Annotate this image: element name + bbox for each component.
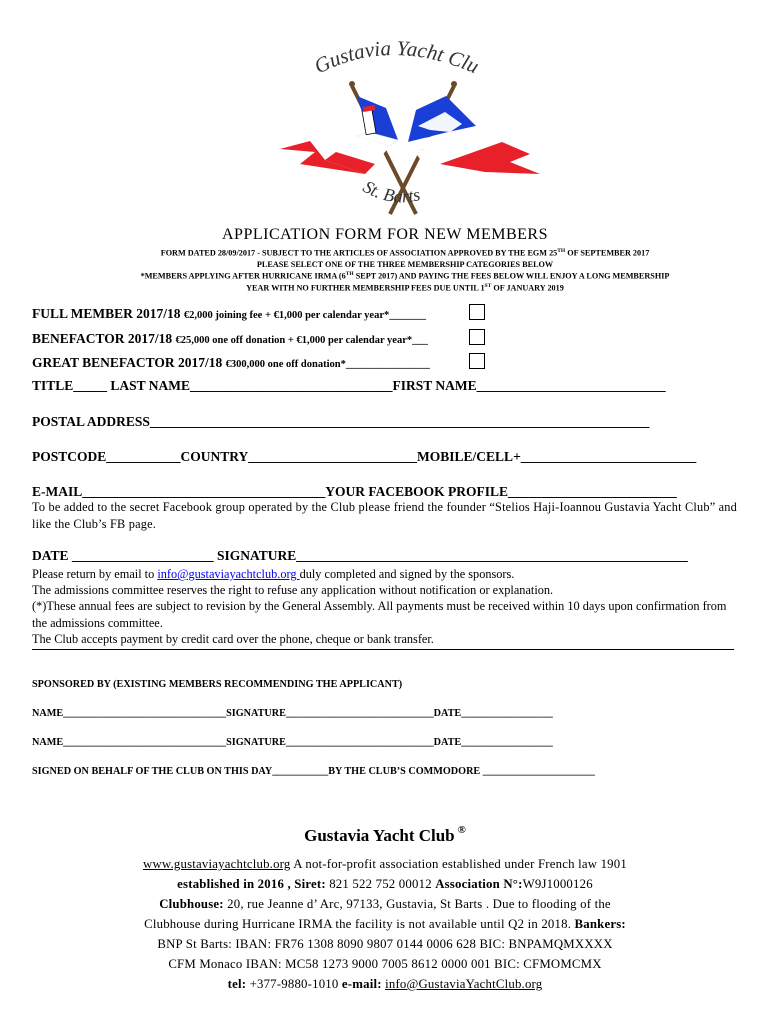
fees-due-line: YEAR WITH NO FURTHER MEMBERSHIP FEES DUE UNTIL 1ST OF JANUARY 2019 (246, 283, 564, 293)
title-name-field[interactable]: TITLE_____ LAST NAME______________________________FIRST NAME____________________________ (32, 378, 666, 393)
form-dated-line: FORM DATED 28/09/2017 - SUBJECT TO THE ARTICLES OF ASSOCIATION APPROVED BY THE EGM 25TH OF SEPTEMBER 2017 (160, 248, 650, 258)
postcode-country-mobile-field[interactable]: POSTCODE___________COUNTRY_________________________MOBILE/CELL+__________________________ (32, 449, 697, 464)
facebook-note: To be added to the secret Facebook group operated by the Club please friend the founder “Stelios Haji-Ioannou Gustavia Yacht Club” and like the Club’s FB page. (32, 500, 737, 531)
right-flag-icon (408, 96, 540, 174)
footer-line-website: www.gustaviayachtclub.org A not-for-profit association established under French law 1901 (143, 857, 627, 871)
sponsor-2-field[interactable]: NAME________________________________SIGNATURE_____________________________DATE__________________ (32, 737, 553, 748)
payment-methods-note: The Club accepts payment by credit card over the phone, cheque or bank transfer. (32, 632, 434, 646)
return-instructions: Please return by email to info@gustaviayachtclub.org duly completed and signed by the sponsors. (32, 567, 515, 581)
crossed-flags-icon (240, 14, 550, 224)
footer-line-bnp: BNP St Barts: IBAN: FR76 1308 8090 9807 0144 0006 628 BIC: BNPAMQMXXXX (157, 937, 613, 951)
logo-arc-text: Gustavia Yacht Clu (310, 35, 483, 79)
svg-text:Gustavia Yacht Club (240, 14, 483, 78)
footer-club-name: Gustavia Yacht Club ® (304, 824, 466, 845)
left-flag-icon (280, 96, 398, 174)
great-benefactor-checkbox[interactable] (469, 353, 485, 369)
irma-note-line: *MEMBERS APPLYING AFTER HURRICANE IRMA (6TH SEPT 2017) AND PAYING THE FEES BELOW WILL ENJOY A LONG MEMBERSHIP (140, 271, 670, 281)
footer-email-link[interactable]: info@GustaviaYachtClub.org (385, 977, 543, 991)
commodore-signature-field[interactable]: SIGNED ON BEHALF OF THE CLUB ON THIS DAY___________BY THE CLUB’S COMMODORE ______________________ (32, 766, 595, 777)
select-category-line: PLEASE SELECT ONE OF THE THREE MEMBERSHIP CATEGORIES BELOW (256, 260, 554, 269)
footer-line-cfm: CFM Monaco IBAN: MC58 1273 9000 7005 8612 0000 001 BIC: CFMOMCMX (168, 957, 602, 971)
postal-address-field[interactable]: POSTAL ADDRESS__________________________________________________________________________ (32, 414, 650, 429)
website-link[interactable]: www.gustaviayachtclub.org (143, 857, 291, 871)
full-member-checkbox[interactable] (469, 304, 485, 320)
option-full-member: FULL MEMBER 2017/18 €2,000 joining fee + €1,000 per calendar year*_______ (32, 306, 427, 321)
logo-bottom-text: St. Barts (359, 176, 423, 207)
footer-line-irma: Clubhouse during Hurricane IRMA the facility is not available until Q2 in 2018. Bankers: (144, 917, 626, 931)
section-divider (32, 649, 734, 650)
registered-mark: ® (457, 824, 466, 836)
date-signature-field[interactable]: DATE _____________________ SIGNATURE__________________________________________________________ (32, 548, 688, 563)
footer-line-siret: established in 2016 , Siret: 821 522 752 00012 Association N°:W9J1000126 (177, 877, 593, 891)
return-email-link[interactable]: info@gustaviayachtclub.org (157, 567, 300, 581)
fees-revision-note: (*)These annual fees are subject to revision by the General Assembly. All payments must be received within 10 days upon confirmation from the admissions committee. (32, 599, 727, 630)
option-great-benefactor: GREAT BENEFACTOR 2017/18 €300,000 one off donation*________________ (32, 355, 430, 370)
admissions-note: The admissions committee reserves the right to refuse any application without notification or explanation. (32, 583, 554, 597)
footer-line-clubhouse: Clubhouse: 20, rue Jeanne d’ Arc, 97133, Gustavia, St Barts . Due to flooding of the (159, 897, 611, 911)
benefactor-checkbox[interactable] (469, 329, 485, 345)
option-benefactor: BENEFACTOR 2017/18 €25,000 one off donation + €1,000 per calendar year*___ (32, 331, 428, 346)
email-facebook-field[interactable]: E-MAIL____________________________________YOUR FACEBOOK PROFILE_________________________ (32, 484, 677, 499)
club-logo (240, 14, 550, 224)
sponsored-by-heading: SPONSORED BY (EXISTING MEMBERS RECOMMENDING THE APPLICANT) (32, 679, 403, 690)
form-title: APPLICATION FORM FOR NEW MEMBERS (222, 226, 548, 243)
footer-line-contact: tel: +377-9880-1010 e-mail: info@GustaviaYachtClub.org (227, 977, 543, 991)
sponsor-1-field[interactable]: NAME________________________________SIGNATURE_____________________________DATE__________________ (32, 708, 553, 719)
svg-text:St. Barts (360, 176, 422, 206)
